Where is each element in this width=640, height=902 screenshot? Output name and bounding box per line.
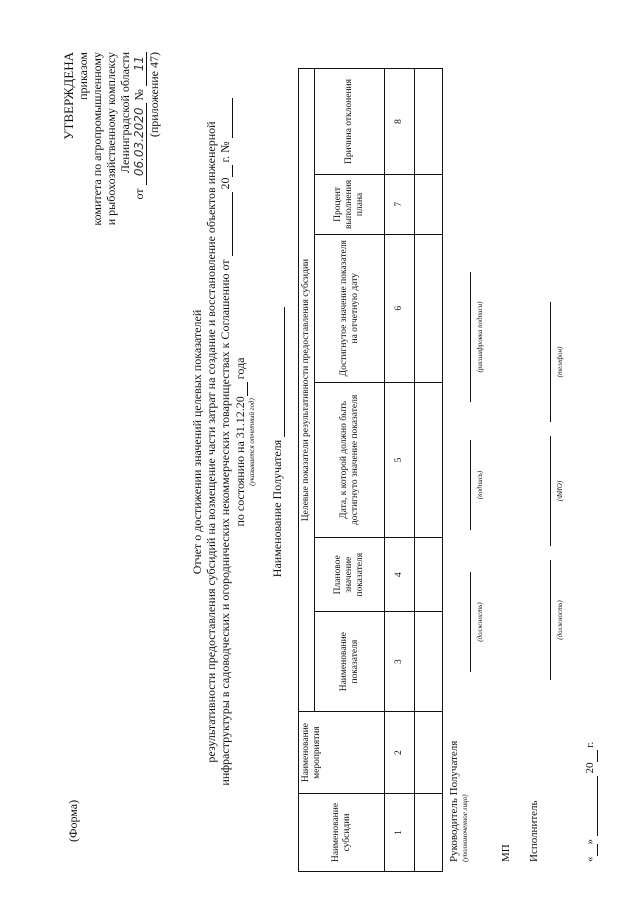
date-year: 20 <box>584 762 596 774</box>
decoding-line <box>470 272 471 402</box>
position-caption: (должность) <box>476 602 484 642</box>
approval-line: Ленинградской области <box>118 52 132 174</box>
signature-line <box>470 440 471 530</box>
date-tail: г. <box>584 741 596 748</box>
number-cell: 1 <box>385 794 415 872</box>
approval-line: приказом <box>76 52 90 100</box>
report-title-line: результативности предоставления субсидий на возмещение части затрат на создание и восстановление объектов инженерной <box>204 121 218 763</box>
header-cell: Наименование субсидии <box>299 794 385 872</box>
report-title-line <box>233 82 248 802</box>
empty-cell <box>415 612 443 712</box>
header-cell: Наименование показателя <box>315 612 385 712</box>
header-cell: Плановое значение показателя <box>315 538 385 612</box>
approval-block <box>62 52 161 412</box>
header-group-cell: Целевые показатели результативности предоставления субсидии <box>299 69 315 712</box>
header-cell: Процент выполнения плана <box>315 174 385 234</box>
year-blank <box>584 751 598 763</box>
report-title-text: инфраструктуры в садоводческих и огороднических некоммерческих товариществах к Соглашению от <box>218 259 232 786</box>
empty-cell <box>415 69 443 175</box>
head-hint: (уполномоченное лицо) <box>461 794 469 862</box>
agreement-year: 20 <box>218 177 232 190</box>
approval-appendix: (приложение 47) <box>147 52 161 138</box>
number-label: № <box>132 89 146 101</box>
report-title-line <box>218 82 233 802</box>
number-cell: 5 <box>385 382 415 538</box>
empty-cell <box>415 234 443 382</box>
date-quote-close: » <box>584 839 596 845</box>
number-cell: 2 <box>385 712 415 794</box>
number-cell: 6 <box>385 234 415 382</box>
recipient-blank <box>270 307 285 437</box>
empty-cell <box>415 174 443 234</box>
phone-caption: (телефон) <box>556 346 564 378</box>
month-blank <box>584 776 598 836</box>
approval-title: УТВЕРЖДЕНА <box>61 52 76 140</box>
number-cell: 4 <box>385 538 415 612</box>
report-year-hint: (указывается отчетный год) <box>248 398 256 486</box>
approval-date: 06.03.2020 <box>132 103 147 185</box>
agreement-number-blank <box>218 98 233 138</box>
approval-line: и рыбохозяйственному комплексу <box>104 52 118 226</box>
form-label: (Форма) <box>66 799 80 842</box>
empty-cell <box>415 712 443 794</box>
empty-cell <box>415 382 443 538</box>
stamp-place: МП <box>500 844 512 862</box>
approval-date-line <box>132 52 147 412</box>
year-blank <box>218 165 233 177</box>
recipient-label: Наименование Получателя <box>270 439 284 578</box>
approval-number: 11 <box>132 52 147 86</box>
executor-label: Исполнитель <box>528 800 540 862</box>
header-cell: Достигнутое значение показателя на отчетную дату <box>315 234 385 382</box>
empty-cell <box>415 538 443 612</box>
position-line <box>550 560 551 680</box>
report-title <box>190 82 285 802</box>
table-row <box>385 69 415 872</box>
empty-cell <box>415 794 443 872</box>
date-prefix: от <box>132 188 146 200</box>
table-header-row <box>299 69 315 872</box>
fio-line <box>550 436 551 546</box>
recipient-line <box>270 82 285 802</box>
number-cell: 7 <box>385 174 415 234</box>
day-blank <box>584 845 598 857</box>
report-year-label: года <box>233 357 247 380</box>
header-cell: Причина отклонения <box>315 69 385 175</box>
date-line <box>584 742 598 862</box>
number-cell: 8 <box>385 69 415 175</box>
head-label: Руководитель Получателя <box>448 740 460 862</box>
header-cell: Наименование мероприятия <box>299 712 385 794</box>
number-cell: 3 <box>385 612 415 712</box>
approval-line: комитета по агропромышленному <box>90 52 104 226</box>
report-title-line: Отчет о достижении значений целевых показателей <box>190 309 204 575</box>
agreement-date-blank <box>218 192 233 256</box>
phone-line <box>550 302 551 422</box>
position-line <box>470 572 471 672</box>
indicators-table <box>298 68 443 872</box>
fio-caption: (ФИО) <box>556 480 564 502</box>
agreement-number-label: г. № <box>218 141 232 163</box>
date-quote-open: « <box>584 856 596 862</box>
position-caption: (должность) <box>556 600 564 640</box>
decoding-caption: (расшифровка подписи) <box>476 301 484 373</box>
report-year-blank <box>233 382 248 396</box>
header-cell: Дата, к которой должно быть достигнуто значение показателя <box>315 382 385 538</box>
report-date-text: по состоянию на 31.12.20 <box>233 396 247 527</box>
table-row <box>415 69 443 872</box>
signature-caption: (подпись) <box>476 470 484 500</box>
